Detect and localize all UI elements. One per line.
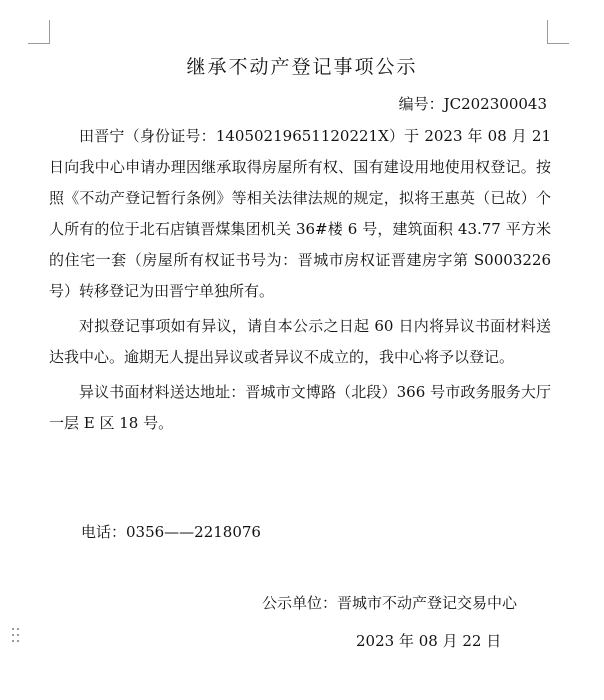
notice-date: 2023 年 08 月 22 日	[356, 632, 502, 650]
paragraph-address: 异议书面材料送达地址：晋城市文博路（北段）366 号市政务服务大厅一层 E 区 18 号。	[49, 383, 551, 432]
paragraph-application: 田晋宁（身份证号：14050219651120221X）于 2023 年 08 月 21 日向我中心申请办理因继承取得房屋所有权、国有建设用地使用权登记。按照《不动产登记暂行条例》等相关法律法规的规定，拟将王惠英（已故）个人所有的位于北石店镇晋煤集团机关 36#楼 6 号，建筑面积 43.77 平方米的住宅一套（房屋所有权证书号为：晋城市房权证晋建房字第 S0003226 号）转移登记为田晋宁单独所有。	[49, 127, 551, 300]
document-number: 编号：JC202300043	[398, 95, 547, 113]
notice-body	[49, 121, 551, 439]
drag-handle-icon[interactable]	[12, 628, 20, 644]
contact-phone: 电话：0356——2218076	[81, 523, 261, 541]
page-corner-mark-top-right	[547, 43, 569, 44]
issuing-unit: 公示单位：晋城市不动产登记交易中心	[262, 594, 518, 612]
paragraph-objection: 对拟登记事项如有异议，请自本公示之日起 60 日内将异议书面材料送达我中心。逾期无人提出异议或者异议不成立的，我中心将予以登记。	[49, 317, 551, 366]
page-corner-mark-top-left	[28, 43, 50, 44]
page-corner-mark-top-right	[547, 20, 548, 44]
page-corner-mark-top-left	[49, 20, 50, 44]
notice-title: 继承不动产登记事项公示	[186, 56, 418, 78]
